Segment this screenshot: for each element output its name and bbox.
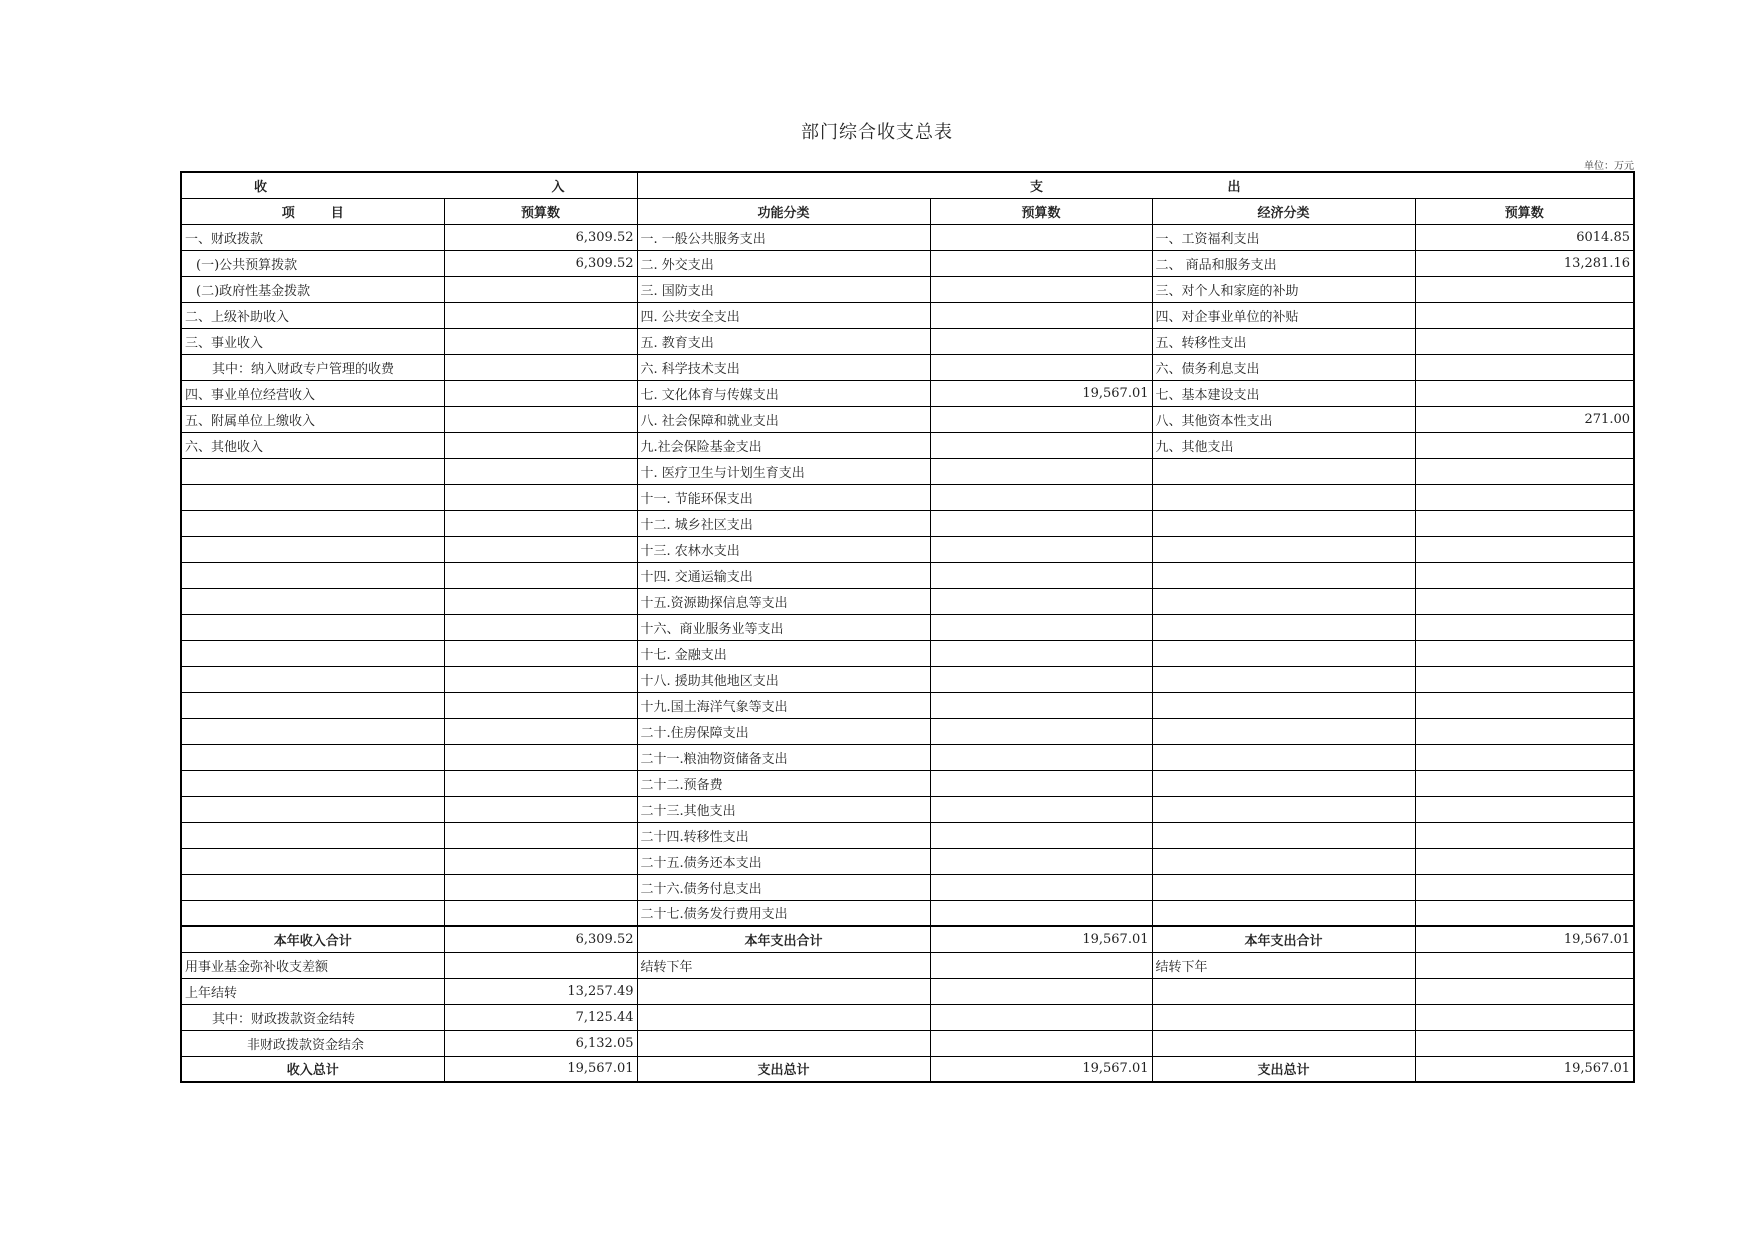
economic-budget-value — [1415, 900, 1634, 926]
income-item — [181, 796, 444, 822]
income-item: (二)政府性基金拨款 — [181, 276, 444, 302]
economic-budget-value: 13,281.16 — [1415, 250, 1634, 276]
col-header-func-budget: 预算数 — [930, 198, 1152, 224]
functional-budget-value — [930, 302, 1152, 328]
economic-budget-value — [1415, 380, 1634, 406]
table-row — [181, 692, 1634, 718]
economic-item — [1152, 718, 1415, 744]
economic-budget-value — [1415, 276, 1634, 302]
economic-item: 三、对个人和家庭的补助 — [1152, 276, 1415, 302]
economic-item — [1152, 484, 1415, 510]
economic-budget-value — [1415, 458, 1634, 484]
income-budget-value: 6,309.52 — [444, 250, 637, 276]
table-row — [181, 328, 1634, 354]
income-budget-value — [444, 536, 637, 562]
expense-section-char-a: 支 — [1029, 179, 1043, 195]
economic-budget-value — [1415, 744, 1634, 770]
grand-income-total-label: 收入总计 — [181, 1056, 444, 1082]
economic-item — [1152, 692, 1415, 718]
table-row — [181, 432, 1634, 458]
functional-item: 十七. 金融支出 — [637, 640, 930, 666]
income-item — [181, 510, 444, 536]
functional-item: 十五.资源勘探信息等支出 — [637, 588, 930, 614]
economic-item — [1152, 562, 1415, 588]
income-budget-value — [444, 328, 637, 354]
balance-func-item — [637, 1030, 930, 1056]
balance-func-value — [930, 978, 1152, 1004]
functional-budget-value — [930, 536, 1152, 562]
balance-econ-value — [1415, 978, 1634, 1004]
economic-budget-value — [1415, 692, 1634, 718]
balance-econ-item — [1152, 1030, 1415, 1056]
income-item: 其中：纳入财政专户管理的收费 — [181, 354, 444, 380]
economic-budget-value — [1415, 328, 1634, 354]
functional-budget-value — [930, 276, 1152, 302]
income-item — [181, 484, 444, 510]
income-item — [181, 562, 444, 588]
income-item — [181, 770, 444, 796]
table-row — [181, 302, 1634, 328]
economic-item — [1152, 614, 1415, 640]
balance-row — [181, 978, 1634, 1004]
expense-section-char-b: 出 — [1227, 179, 1241, 195]
functional-budget-value — [930, 458, 1152, 484]
income-item: 五、附属单位上缴收入 — [181, 406, 444, 432]
economic-item — [1152, 874, 1415, 900]
balance-func-value — [930, 1004, 1152, 1030]
income-item: (一)公共预算拨款 — [181, 250, 444, 276]
table-row — [181, 822, 1634, 848]
economic-item — [1152, 848, 1415, 874]
balance-income-value — [444, 952, 637, 978]
table-row — [181, 510, 1634, 536]
col-header-item — [181, 198, 444, 224]
economic-budget-value — [1415, 796, 1634, 822]
balance-econ-value — [1415, 1004, 1634, 1030]
functional-budget-value — [930, 614, 1152, 640]
year-income-total-label: 本年收入合计 — [181, 926, 444, 952]
economic-item: 九、其他支出 — [1152, 432, 1415, 458]
table-row — [181, 666, 1634, 692]
economic-item — [1152, 588, 1415, 614]
functional-budget-value: 19,567.01 — [930, 380, 1152, 406]
functional-item: 一. 一般公共服务支出 — [637, 224, 930, 250]
economic-budget-value — [1415, 562, 1634, 588]
balance-income-item: 用事业基金弥补收支差额 — [181, 952, 444, 978]
functional-budget-value — [930, 640, 1152, 666]
income-item — [181, 666, 444, 692]
income-budget-value — [444, 666, 637, 692]
income-item — [181, 614, 444, 640]
balance-econ-value — [1415, 1030, 1634, 1056]
grand-econ-total-value: 19,567.01 — [1415, 1056, 1634, 1082]
table-row — [181, 484, 1634, 510]
functional-item: 二十三.其他支出 — [637, 796, 930, 822]
functional-item: 二十一.粮油物资储备支出 — [637, 744, 930, 770]
col-header-income-budget: 预算数 — [444, 198, 637, 224]
income-budget-value — [444, 692, 637, 718]
grand-func-total-value: 19,567.01 — [930, 1056, 1152, 1082]
table-row — [181, 718, 1634, 744]
income-item — [181, 588, 444, 614]
table-row — [181, 614, 1634, 640]
balance-row — [181, 952, 1634, 978]
functional-item: 六. 科学技术支出 — [637, 354, 930, 380]
functional-item: 十四. 交通运输支出 — [637, 562, 930, 588]
economic-budget-value — [1415, 640, 1634, 666]
economic-item: 六、债务利息支出 — [1152, 354, 1415, 380]
col-header-item-a: 项 — [281, 205, 295, 221]
income-item — [181, 848, 444, 874]
functional-item: 二十七.债务发行费用支出 — [637, 900, 930, 926]
income-item — [181, 640, 444, 666]
functional-budget-value — [930, 666, 1152, 692]
economic-budget-value — [1415, 432, 1634, 458]
economic-item: 四、对企事业单位的补贴 — [1152, 302, 1415, 328]
year-func-total-value: 19,567.01 — [930, 926, 1152, 952]
economic-budget-value — [1415, 666, 1634, 692]
table-row — [181, 224, 1634, 250]
income-budget-value: 6,309.52 — [444, 224, 637, 250]
balance-econ-value — [1415, 952, 1634, 978]
functional-budget-value — [930, 822, 1152, 848]
unit-label: 单位：万元 — [1584, 161, 1634, 172]
functional-budget-value — [930, 744, 1152, 770]
income-budget-value — [444, 458, 637, 484]
functional-item: 十二. 城乡社区支出 — [637, 510, 930, 536]
balance-income-item: 非财政拨款资金结余 — [181, 1030, 444, 1056]
functional-budget-value — [930, 874, 1152, 900]
functional-budget-value — [930, 562, 1152, 588]
functional-budget-value — [930, 588, 1152, 614]
functional-item: 十八. 援助其他地区支出 — [637, 666, 930, 692]
col-header-functional: 功能分类 — [637, 198, 930, 224]
functional-budget-value — [930, 848, 1152, 874]
economic-budget-value — [1415, 354, 1634, 380]
income-budget-value — [444, 354, 637, 380]
functional-budget-value — [930, 484, 1152, 510]
year-econ-total-value: 19,567.01 — [1415, 926, 1634, 952]
functional-budget-value — [930, 900, 1152, 926]
table-row — [181, 588, 1634, 614]
functional-item: 五. 教育支出 — [637, 328, 930, 354]
economic-item: 七、基本建设支出 — [1152, 380, 1415, 406]
income-item — [181, 874, 444, 900]
income-budget-value — [444, 640, 637, 666]
functional-item: 二十.住房保障支出 — [637, 718, 930, 744]
table-row — [181, 796, 1634, 822]
functional-item: 十三. 农林水支出 — [637, 536, 930, 562]
table-row — [181, 536, 1634, 562]
income-budget-value — [444, 744, 637, 770]
income-budget-value — [444, 302, 637, 328]
balance-func-item: 结转下年 — [637, 952, 930, 978]
functional-budget-value — [930, 250, 1152, 276]
balance-econ-item: 结转下年 — [1152, 952, 1415, 978]
year-func-total-label: 本年支出合计 — [637, 926, 930, 952]
income-budget-value — [444, 406, 637, 432]
income-budget-value — [444, 484, 637, 510]
grand-econ-total-label: 支出总计 — [1152, 1056, 1415, 1082]
expense-section-header — [637, 172, 1634, 198]
table-row — [181, 276, 1634, 302]
table-row — [181, 380, 1634, 406]
economic-budget-value — [1415, 770, 1634, 796]
income-budget-value — [444, 718, 637, 744]
economic-budget-value — [1415, 536, 1634, 562]
economic-item — [1152, 822, 1415, 848]
economic-item — [1152, 536, 1415, 562]
functional-item: 十. 医疗卫生与计划生育支出 — [637, 458, 930, 484]
functional-budget-value — [930, 354, 1152, 380]
table-row — [181, 354, 1634, 380]
income-item: 六、其他收入 — [181, 432, 444, 458]
balance-econ-item — [1152, 1004, 1415, 1030]
functional-budget-value — [930, 224, 1152, 250]
col-header-econ-budget: 预算数 — [1415, 198, 1634, 224]
functional-item: 三. 国防支出 — [637, 276, 930, 302]
income-item: 一、财政拨款 — [181, 224, 444, 250]
income-section-char-b: 入 — [551, 179, 565, 195]
income-item — [181, 692, 444, 718]
column-header-row — [181, 198, 1634, 224]
economic-budget-value — [1415, 822, 1634, 848]
economic-budget-value — [1415, 484, 1634, 510]
functional-item: 二十二.预备费 — [637, 770, 930, 796]
functional-item: 八. 社会保障和就业支出 — [637, 406, 930, 432]
balance-income-value: 13,257.49 — [444, 978, 637, 1004]
grand-func-total-label: 支出总计 — [637, 1056, 930, 1082]
income-section-char-a: 收 — [253, 179, 267, 195]
functional-item: 九.社会保险基金支出 — [637, 432, 930, 458]
functional-item: 二十四.转移性支出 — [637, 822, 930, 848]
balance-func-value — [930, 1030, 1152, 1056]
economic-budget-value: 6014.85 — [1415, 224, 1634, 250]
functional-item: 七. 文化体育与传媒支出 — [637, 380, 930, 406]
economic-budget-value: 271.00 — [1415, 406, 1634, 432]
income-budget-value — [444, 770, 637, 796]
functional-item: 二十五.债务还本支出 — [637, 848, 930, 874]
income-item: 三、事业收入 — [181, 328, 444, 354]
table-row — [181, 848, 1634, 874]
table-row — [181, 406, 1634, 432]
table-row — [181, 874, 1634, 900]
economic-item — [1152, 796, 1415, 822]
section-header-row — [181, 172, 1634, 198]
functional-item: 十六、商业服务业等支出 — [637, 614, 930, 640]
economic-item — [1152, 770, 1415, 796]
income-item — [181, 458, 444, 484]
functional-budget-value — [930, 328, 1152, 354]
functional-budget-value — [930, 510, 1152, 536]
income-budget-value — [444, 874, 637, 900]
functional-item: 二十六.债务付息支出 — [637, 874, 930, 900]
functional-item: 十一. 节能环保支出 — [637, 484, 930, 510]
grand-total-row — [181, 1056, 1634, 1082]
income-budget-value — [444, 276, 637, 302]
economic-budget-value — [1415, 718, 1634, 744]
col-header-economic: 经济分类 — [1152, 198, 1415, 224]
year-total-row — [181, 926, 1634, 952]
economic-budget-value — [1415, 614, 1634, 640]
income-item — [181, 822, 444, 848]
table-row — [181, 640, 1634, 666]
income-item — [181, 744, 444, 770]
economic-item — [1152, 744, 1415, 770]
economic-item — [1152, 510, 1415, 536]
col-header-item-b: 目 — [330, 205, 344, 221]
income-item — [181, 900, 444, 926]
functional-budget-value — [930, 796, 1152, 822]
functional-item: 二. 外交支出 — [637, 250, 930, 276]
income-item: 二、上级补助收入 — [181, 302, 444, 328]
balance-row — [181, 1030, 1634, 1056]
income-budget-value — [444, 796, 637, 822]
economic-budget-value — [1415, 874, 1634, 900]
table-row — [181, 900, 1634, 926]
economic-budget-value — [1415, 588, 1634, 614]
economic-item — [1152, 458, 1415, 484]
income-budget-value — [444, 614, 637, 640]
income-item — [181, 718, 444, 744]
economic-budget-value — [1415, 510, 1634, 536]
economic-item: 一、工资福利支出 — [1152, 224, 1415, 250]
year-income-total-value: 6,309.52 — [444, 926, 637, 952]
balance-func-item — [637, 1004, 930, 1030]
balance-econ-item — [1152, 978, 1415, 1004]
functional-budget-value — [930, 406, 1152, 432]
balance-row — [181, 1004, 1634, 1030]
economic-budget-value — [1415, 302, 1634, 328]
economic-budget-value — [1415, 848, 1634, 874]
income-budget-value — [444, 822, 637, 848]
functional-item: 四. 公共安全支出 — [637, 302, 930, 328]
balance-income-value: 6,132.05 — [444, 1030, 637, 1056]
economic-item: 二、 商品和服务支出 — [1152, 250, 1415, 276]
income-budget-value — [444, 562, 637, 588]
income-budget-value — [444, 380, 637, 406]
balance-income-item: 上年结转 — [181, 978, 444, 1004]
table-row — [181, 562, 1634, 588]
balance-func-value — [930, 952, 1152, 978]
economic-item: 五、转移性支出 — [1152, 328, 1415, 354]
income-item — [181, 536, 444, 562]
table-row — [181, 458, 1634, 484]
functional-budget-value — [930, 718, 1152, 744]
functional-budget-value — [930, 692, 1152, 718]
income-section-header — [181, 172, 637, 198]
functional-budget-value — [930, 432, 1152, 458]
table-row — [181, 250, 1634, 276]
income-item: 四、事业单位经营收入 — [181, 380, 444, 406]
economic-item — [1152, 900, 1415, 926]
income-budget-value — [444, 900, 637, 926]
page-title: 部门综合收支总表 — [801, 122, 953, 143]
balance-func-item — [637, 978, 930, 1004]
summary-table — [180, 171, 1635, 1083]
income-budget-value — [444, 588, 637, 614]
table-row — [181, 744, 1634, 770]
economic-item — [1152, 640, 1415, 666]
economic-item: 八、其他资本性支出 — [1152, 406, 1415, 432]
income-budget-value — [444, 848, 637, 874]
functional-item: 十九.国土海洋气象等支出 — [637, 692, 930, 718]
year-econ-total-label: 本年支出合计 — [1152, 926, 1415, 952]
functional-budget-value — [930, 770, 1152, 796]
balance-income-item: 其中：财政拨款资金结转 — [181, 1004, 444, 1030]
income-budget-value — [444, 510, 637, 536]
grand-income-total-value: 19,567.01 — [444, 1056, 637, 1082]
balance-income-value: 7,125.44 — [444, 1004, 637, 1030]
table-row — [181, 770, 1634, 796]
income-budget-value — [444, 432, 637, 458]
economic-item — [1152, 666, 1415, 692]
